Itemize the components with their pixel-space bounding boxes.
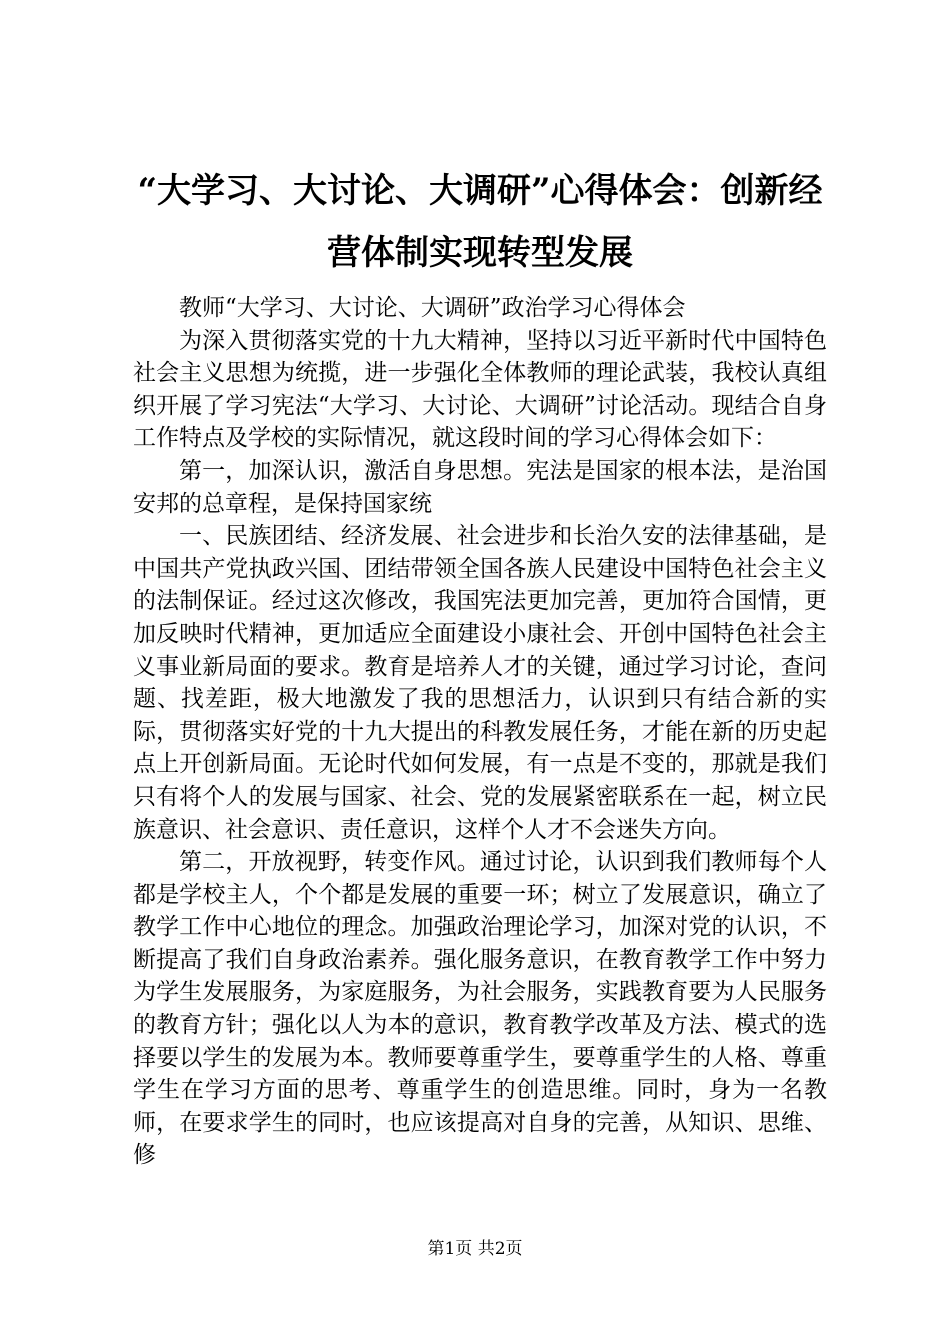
paragraph-first-point: 第一，加深认识，激活自身思想。宪法是国家的根本法，是治国安邦的总章程，是保持国家统 bbox=[133, 457, 827, 517]
paragraph-first-point-continued: 一、民族团结、经济发展、社会进步和长治久安的法律基础，是中国共产党执政兴国、团结带领全国各族人民建设中国特色社会主义的法制保证。经过这次修改，我国宪法更加完善，更加符合国情，更加反映时代精神，更加适应全面建设小康社会、开创中国特色社会主义事业新局面的要求。教育是培养人才的关键，通过学习讨论，查问题、找差距，极大地激发了我的思想活力，认识到只有结合新的实际，贯彻落实好党的十九大提出的科教发展任务，才能在新的历史起点上开创新局面。无论时代如何发展，有一点是不变的，那就是我们只有将个人的发展与国家、社会、党的发展紧密联系在一起，树立民族意识、社会意识、责任意识，这样个人才不会迷失方向。 bbox=[133, 523, 827, 843]
page-number-footer: 第1页 共2页 bbox=[427, 1239, 523, 1259]
document-page bbox=[133, 160, 827, 1172]
paragraph-second-point: 第二，开放视野，转变作风。通过讨论，认识到我们教师每个人都是学校主人，个个都是发展的重要一环；树立了发展意识，确立了教学工作中心地位的理念。加强政治理论学习，加深对党的认识，不断提高了我们自身政治素养。强化服务意识，在教育教学工作中努力为学生发展服务，为家庭服务，为社会服务，实践教育要为人民服务的教育方针；强化以人为本的意识，教育教学改革及方法、模式的选择要以学生的发展为本。教师要尊重学生，要尊重学生的人格、尊重学生在学习方面的思考、尊重学生的创造思维。同时，身为一名教师，在要求学生的同时，也应该提高对自身的完善，从知识、思维、修 bbox=[133, 849, 827, 1169]
document-body bbox=[133, 292, 827, 1172]
paragraph-subtitle: 教师“大学习、大讨论、大调研”政治学习心得体会 bbox=[179, 295, 686, 321]
document-title: “大学习、大讨论、大调研”心得体会：创新经营体制实现转型发展 bbox=[137, 171, 823, 273]
paragraph-intro: 为深入贯彻落实党的十九大精神，坚持以习近平新时代中国特色社会主义思想为统揽，进一步强化全体教师的理论武装，我校认真组织开展了学习宪法“大学习、大讨论、大调研”讨论活动。现结合自身工作特点及学校的实际情况，就这段时间的学习心得体会如下： bbox=[133, 327, 827, 452]
